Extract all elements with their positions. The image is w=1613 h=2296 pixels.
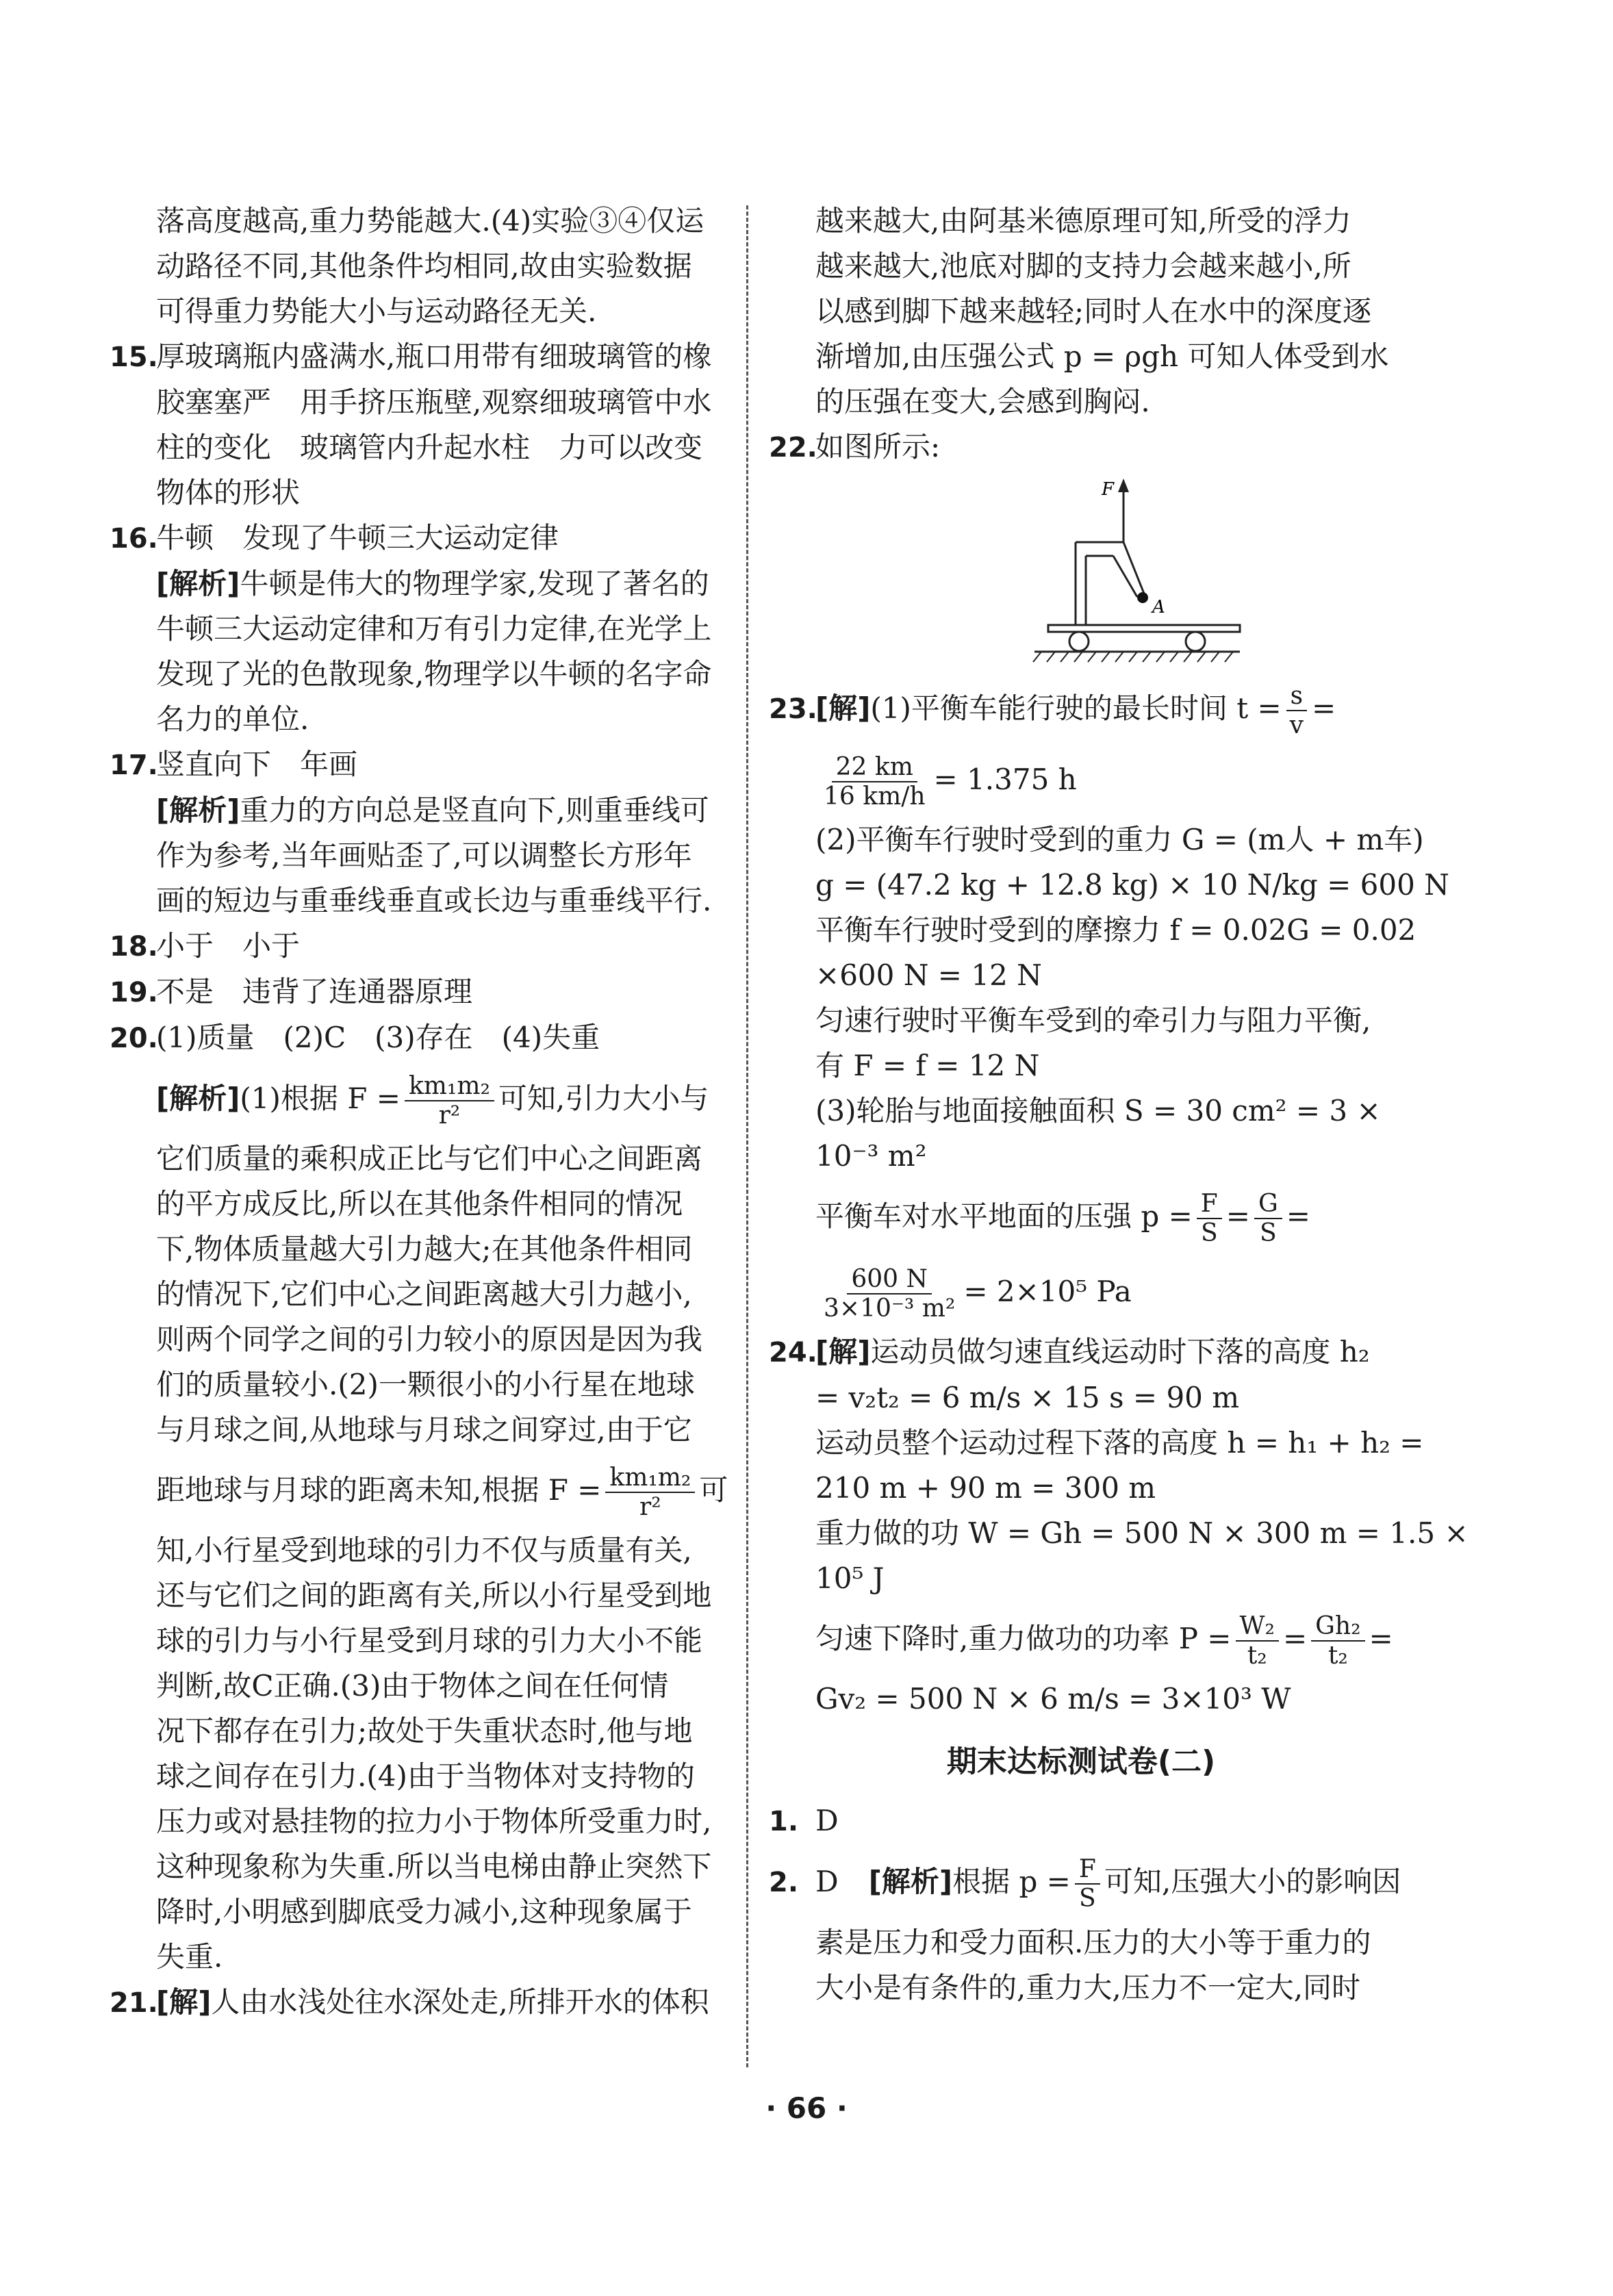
wheel <box>1069 632 1089 651</box>
gravity-formula-fraction: $\frac{\text{km₁m₂}}{\text{r²}}$ <box>605 1464 695 1522</box>
q22-answer: 22.如图所示: A F <box>769 424 1393 676</box>
solution-tag: [解] <box>156 1985 212 2019</box>
force-diagram <box>815 470 1393 676</box>
question-number: 21. <box>110 1987 158 2019</box>
page-number: · 66 · <box>765 2091 848 2125</box>
q15-answer: 15.厚玻璃瓶内盛满水,瓶口用带有细玻璃管的橡 胶塞塞严 用手挤压瓶壁,观察细玻璃管中水 柱的变化 玻璃管内升起水柱 力可以改变 物体的形状 <box>110 334 726 515</box>
q17-answer: 17.竖直向下 年画 [解析]重力的方向总是竖直向下,则重垂线可 作为参考,当年画贴歪了,可以调整长方形年 画的短边与重垂线垂直或长边与重垂线平行. <box>110 742 726 923</box>
q14-continuation-line: 落高度越高,重力势能越大.(4)实验③④仅运 <box>156 204 704 238</box>
analysis-tag: [解析] <box>868 1865 953 1898</box>
question-number: 1. <box>769 1806 799 1837</box>
question-number: 20. <box>110 1023 158 1054</box>
q16-answer: 16.牛顿 发现了牛顿三大运动定律 [解析]牛顿是伟大的物理学家,发现了著名的 牛顿三大运动定律和万有引力定律,在光学上 发现了光的色散现象,物理学以牛顿的名字命 名力的单位. <box>110 515 726 742</box>
label-a: A <box>1152 597 1165 617</box>
pressure-fraction: $\frac{600 N}{\text{3×10⁻³ m²}}$ <box>824 1264 956 1323</box>
s1-answer: 1. D <box>769 1798 1393 1844</box>
question-number: 2. <box>769 1867 799 1898</box>
analysis-tag: [解析] <box>156 567 240 600</box>
q14-continuation-line: 可得重力势能大小与运动路径无关. <box>156 294 597 328</box>
q21-continuation: 越来越大,由阿基米德原理可知,所受的浮力 越来越大,池底对脚的支持力会越来越小,所 以感到脚下越来越轻;同时人在水中的深度逐 渐增加,由压强公式 p = ρgh 可知人体受到水 的压强在变大,会感到胸闷. <box>815 204 1389 418</box>
s2-answer: 2. D [解析]根据 p = $\frac{F}{S}$ 可知,压强大小的影响因 素是压力和受力面积.压力的大小等于重力的 大小是有条件的,重力大,压力不一定大,同时 <box>769 1844 1393 2011</box>
question-number: 15. <box>110 342 158 373</box>
q20-answer: 20.(1)质量 (2)C (3)存在 (4)失重 [解析](1)根据 F = $\frac{\text{km₁m₂}}{\text{r²}}$ 可知,引力大小与 它们质量的乘积成正比与它们中心之间距离 的平方成反比,所以在其他条件相同的情况 下,物体质量越大引力越大;在其他条件相同 的情况下,它们中心之间距离越大引力越小, 则两个同学之间的引力较小的原因是因为我 们的质量较小.(2)一颗很小的小行星在地球 与月球之间,从地球与月球之间穿过,由于它 距地球与月球的距离未知,根据 F = $\frac{\text{km₁m₂}}{\text{r²}}$ 可 知,小行星受到地球的引力不仅与质量有关, 还与它们之间的距离有关,所以小行星受到地 球的引力与小行星受到月球的引力大小不能 判断,故C正确.(3)由于物体之间在任何情 况下都存在引力;故处于失重状态时,他与地 球之间存在引力.(4)由于当物体对支持物的 压力或对悬挂物的拉力小于物体所受重力时, 这种现象称为失重.所以当电梯由静止突然下 降时,小明感到脚底受力减小,这种现象属于 失重. <box>110 1015 726 1980</box>
question-number: 22. <box>769 432 817 463</box>
solution-tag: [解] <box>815 691 871 725</box>
question-number: 19. <box>110 977 158 1008</box>
wheel <box>1186 632 1205 651</box>
column-divider <box>746 205 748 2067</box>
question-number: 24. <box>769 1337 817 1368</box>
question-number: 23. <box>769 693 817 725</box>
point-a <box>1137 592 1148 603</box>
analysis-tag: [解析] <box>156 793 240 827</box>
question-number: 18. <box>110 931 158 962</box>
time-fraction: $\frac{22 km}{16 km/h}$ <box>824 752 926 811</box>
left-column <box>110 199 726 2026</box>
question-number: 16. <box>110 523 158 554</box>
q18-answer: 18.小于 小于 <box>110 923 726 969</box>
q14-continuation-line: 动路径不同,其他条件均相同,故由实验数据 <box>156 249 692 283</box>
q19-answer: 19.不是 违背了连通器原理 <box>110 969 726 1015</box>
q21-answer: 21.[解]人由水浅处往水深处走,所排开水的体积 <box>110 1980 726 2026</box>
solution-tag: [解] <box>815 1335 871 1368</box>
gravity-formula-fraction: $\frac{\text{km₁m₂}}{\text{r²}}$ <box>405 1072 494 1130</box>
q23-answer: 23.[解](1)平衡车能行驶的最长时间 t = $\frac{s}{v}$ = $\frac{22 km}{16 km/h}$ = 1.375 h (2)平衡车行驶时受到的重力 G = (m人 + m车) g = (47.2 kg + 12.8 kg) × 10 N/kg = 600 N 平衡车行驶时受到的摩擦力 f = 0.02G = 0.02 ×600 N = 12 N 匀速行驶时平衡车受到的牵引力与阻力平衡, 有 F = f = 12 N (3)轮胎与地面接触面积 S = 30 cm² = 3 × 10⁻³ m² 平衡车对水平地面的压强 p = $\frac{F}{S}$ = $\frac{G}{S}$ = $\frac{600 N}{\text{3×10⁻³ m²}}$ = 2×10⁵ Pa <box>769 676 1393 1329</box>
right-column <box>769 199 1469 2011</box>
analysis-tag: [解析] <box>156 1082 240 1115</box>
label-f: F <box>1102 479 1115 500</box>
cart-board <box>1048 625 1240 632</box>
section-title: 期末达标测试卷(二) <box>946 1744 1216 1779</box>
q24-answer: 24.[解]运动员做匀速直线运动时下落的高度 h₂ = v₂t₂ = 6 m/s × 15 s = 90 m 运动员整个运动过程下落的高度 h = h₁ + h₂ = 210 m + 90 m = 300 m 重力做的功 W = Gh = 500 N × 300 m = 1.5 × 10⁵ J 匀速下降时,重力做功的功率 P = $\frac{\text{W₂}}{\text{t₂}}$ = $\frac{\text{Gh₂}}{\text{t₂}}$ = Gv₂ = 500 N × 6 m/s = 3×10³ W <box>769 1329 1393 1722</box>
question-number: 17. <box>110 750 158 781</box>
force-diagram-svg <box>1021 470 1267 676</box>
